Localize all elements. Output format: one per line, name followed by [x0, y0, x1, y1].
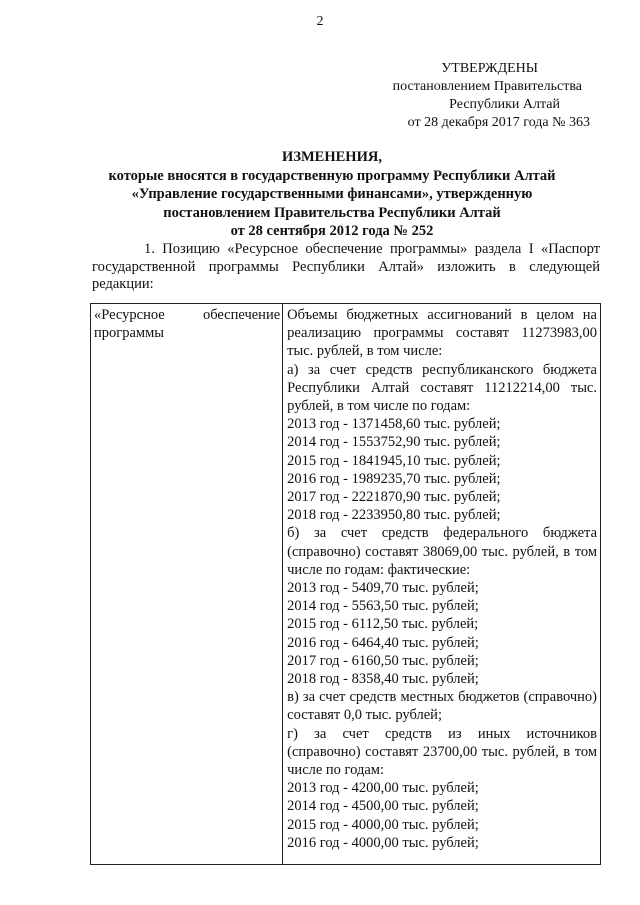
- approval-heading: УТВЕРЖДЕНЫ: [441, 61, 538, 76]
- title-line: постановлением Правительства Республики Алтай: [163, 204, 501, 221]
- year-line: 2014 год - 4500,00 тыс. рублей;: [287, 798, 479, 815]
- year-line: 2016 год - 6464,40 тыс. рублей;: [287, 634, 479, 651]
- year-line: 2013 год - 4200,00 тыс. рублей;: [287, 780, 479, 797]
- approval-line: от 28 декабря 2017 года № 363: [407, 115, 590, 130]
- year-line: 2016 год - 4000,00 тыс. рублей;: [287, 834, 479, 851]
- funding-local: в) за счет средств местных бюджетов (справочно) составят 0,0 тыс. рублей;: [287, 689, 597, 724]
- intro-text: 1. Позицию «Ресурсное обеспечение программы» раздела I «Паспорт государственной программы Республики Алтай» изложить в следующей редакции:: [92, 241, 600, 292]
- label-word: «Ресурсное: [94, 307, 165, 323]
- approval-line: постановлением Правительства: [392, 79, 582, 94]
- year-line: 2017 год - 6160,50 тыс. рублей;: [287, 652, 479, 669]
- intro-paragraph: [92, 241, 600, 294]
- title-heading: ИЗМЕНЕНИЯ,: [282, 149, 382, 165]
- table-value-cell: [283, 304, 601, 865]
- approval-block: [360, 60, 590, 132]
- year-line: 2018 год - 8358,40 тыс. рублей;: [287, 671, 479, 688]
- year-line: 2015 год - 6112,50 тыс. рублей;: [287, 616, 479, 633]
- year-line: 2013 год - 5409,70 тыс. рублей;: [287, 580, 479, 597]
- resource-table: [90, 303, 601, 865]
- approval-line: Республики Алтай: [449, 97, 560, 112]
- year-line: 2017 год - 2221870,90 тыс. рублей;: [287, 489, 501, 506]
- page-number: 2: [316, 14, 324, 29]
- year-line: 2015 год - 4000,00 тыс. рублей;: [287, 816, 479, 833]
- year-line: 2015 год - 1841945,10 тыс. рублей;: [287, 452, 501, 469]
- label-line: программы: [94, 325, 164, 342]
- year-line: 2014 год - 5563,50 тыс. рублей;: [287, 598, 479, 615]
- funding-republic: а) за счет средств республиканского бюджета Республики Алтай составят 11212214,00 тыс. рублей, в том числе по годам:: [287, 361, 597, 415]
- year-line: 2014 год - 1553752,90 тыс. рублей;: [287, 434, 501, 451]
- cell-spacer: [287, 852, 597, 864]
- title-line: «Управление государственными финансами», утвержденную: [131, 186, 533, 202]
- title-line: которые вносятся в государственную программу Республики Алтай: [108, 167, 556, 184]
- funding-federal: б) за счет средств федерального бюджета (справочно) составят 38069,00 тыс. рублей, в том числе по годам: фактические:: [287, 525, 597, 578]
- year-line: 2013 год - 1371458,60 тыс. рублей;: [287, 416, 501, 433]
- year-line: 2016 год - 1989235,70 тыс. рублей;: [287, 470, 501, 487]
- document-title: [64, 148, 600, 241]
- label-word: обеспечение: [202, 307, 281, 323]
- year-line: 2018 год - 2233950,80 тыс. рублей;: [287, 507, 501, 524]
- table-label-cell: [91, 304, 283, 865]
- funding-other: г) за счет средств из иных источников (справочно) составят 23700,00 тыс. рублей, в том числе по годам:: [287, 725, 597, 779]
- label-line: [94, 306, 280, 324]
- funding-total: Объемы бюджетных ассигнований в целом на реализацию программы составят 11273983,00 тыс. рублей, в том числе:: [287, 307, 597, 360]
- title-line: от 28 сентября 2012 года № 252: [230, 223, 434, 239]
- table-row: [91, 304, 601, 865]
